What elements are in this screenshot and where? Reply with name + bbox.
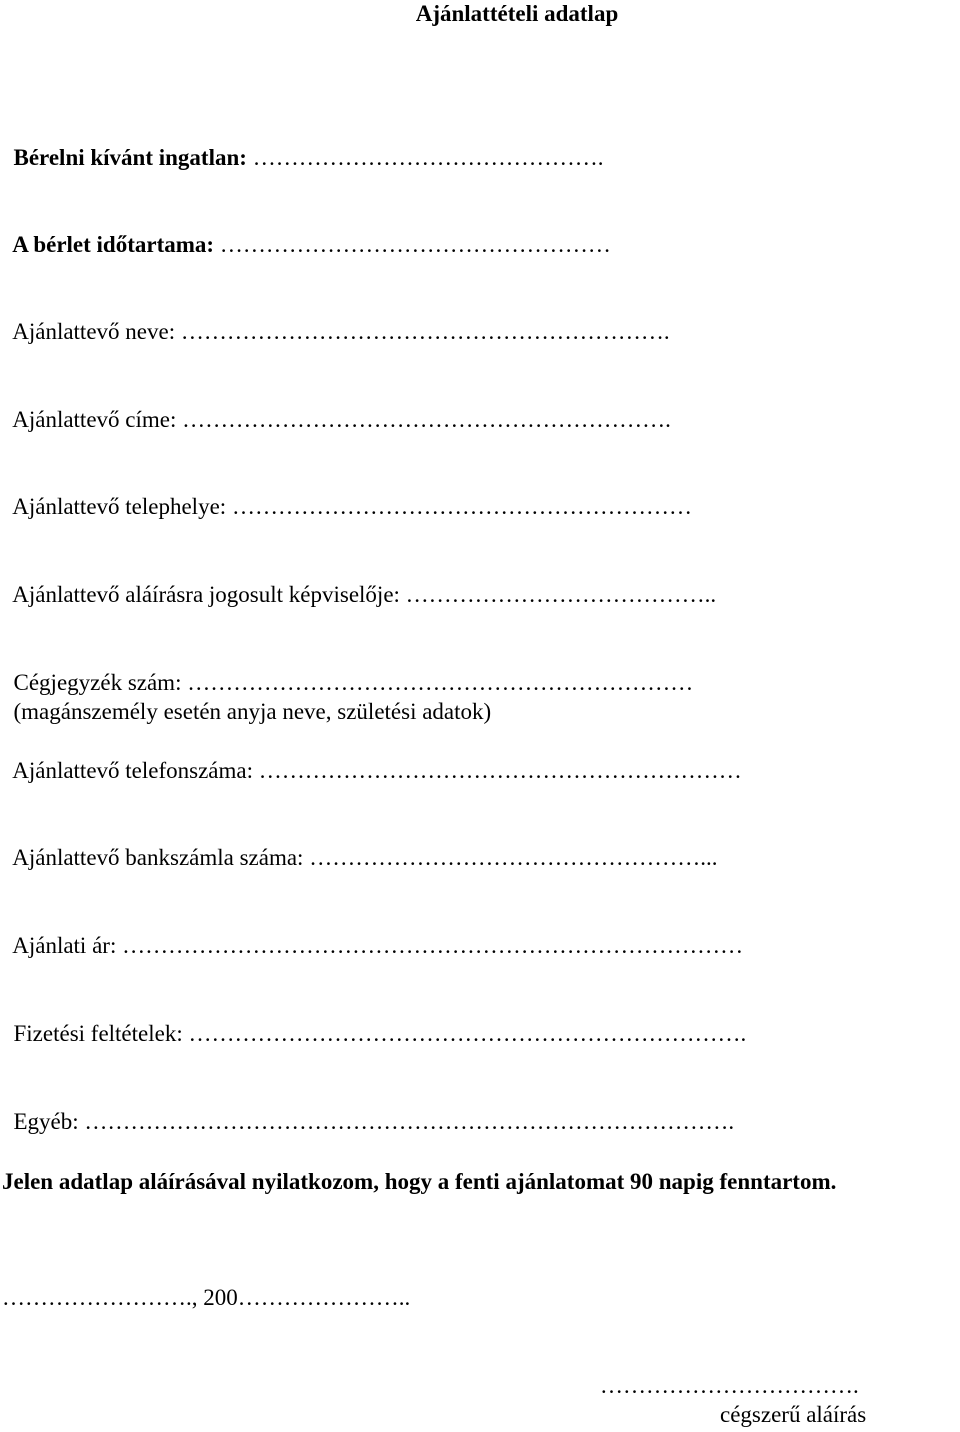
field-dots: ………………………………………. <box>246 145 604 170</box>
document-title: Ajánlattételi adatlap <box>415 1 619 26</box>
declaration-text: Jelen adatlap aláírásával nyilatkozom, hogy a fenti ajánlatomat 90 napig fenntartom. <box>2 1169 837 1194</box>
field-dots: ……………………………………………………………………… <box>116 933 744 958</box>
field-label: (magánszemély esetén anyja neve, születési adatok) <box>13 699 492 724</box>
field-rented-property <box>2 116 603 172</box>
signature-label: cégszerű aláírás <box>720 1402 867 1427</box>
field-label: Ajánlattevő címe: <box>12 407 177 432</box>
field-dots: ……………………………………………………… <box>253 758 742 783</box>
field-label: Ajánlattevő telephelye: <box>12 494 227 519</box>
field-bidder-address <box>2 378 671 434</box>
field-label: Cégjegyzék szám: <box>13 670 182 695</box>
field-label: Bérelni kívánt ingatlan: <box>13 145 247 170</box>
date-line: ……………………., 200………………….. <box>2 1285 411 1310</box>
field-label: Ajánlati ár: <box>12 933 117 958</box>
field-offer-price <box>2 904 743 960</box>
field-bidder-site <box>2 465 692 521</box>
field-label: Egyéb: <box>13 1109 79 1134</box>
field-label: Fizetési feltételek: <box>13 1021 183 1046</box>
field-other <box>2 1080 734 1136</box>
field-dots: ………………………………………………………………. <box>182 1021 747 1046</box>
field-label: A bérlet időtartama: <box>12 232 215 257</box>
field-dots: ……………………………………………... <box>303 845 718 870</box>
field-dots: ………………………………………………………. <box>176 407 671 432</box>
field-bidder-bank-account <box>2 816 717 872</box>
field-dots: …………………………………………… <box>214 232 611 257</box>
field-label: Ajánlattevő neve: <box>12 319 176 344</box>
field-bidder-name <box>2 290 670 346</box>
field-payment-terms <box>2 992 746 1048</box>
field-label: Ajánlattevő telefonszáma: <box>12 758 253 783</box>
signature-dots: ……………………………. <box>600 1373 859 1398</box>
field-dots: ………………………………….. <box>399 582 717 607</box>
field-dots: …………………………………………………………………………. <box>78 1109 735 1134</box>
field-dots: …………………………………………………… <box>226 494 692 519</box>
field-lease-duration <box>2 203 611 259</box>
field-dots: ………………………………………………………. <box>175 319 670 344</box>
field-label: Ajánlattevő bankszámla száma: <box>12 845 304 870</box>
field-bidder-representative <box>2 553 716 609</box>
field-private-person-note <box>2 670 491 726</box>
field-bidder-phone <box>2 729 742 785</box>
field-dots: ………………………………………………………… <box>181 670 694 695</box>
field-label: Ajánlattevő aláírásra jogosult képviselője: <box>12 582 400 607</box>
